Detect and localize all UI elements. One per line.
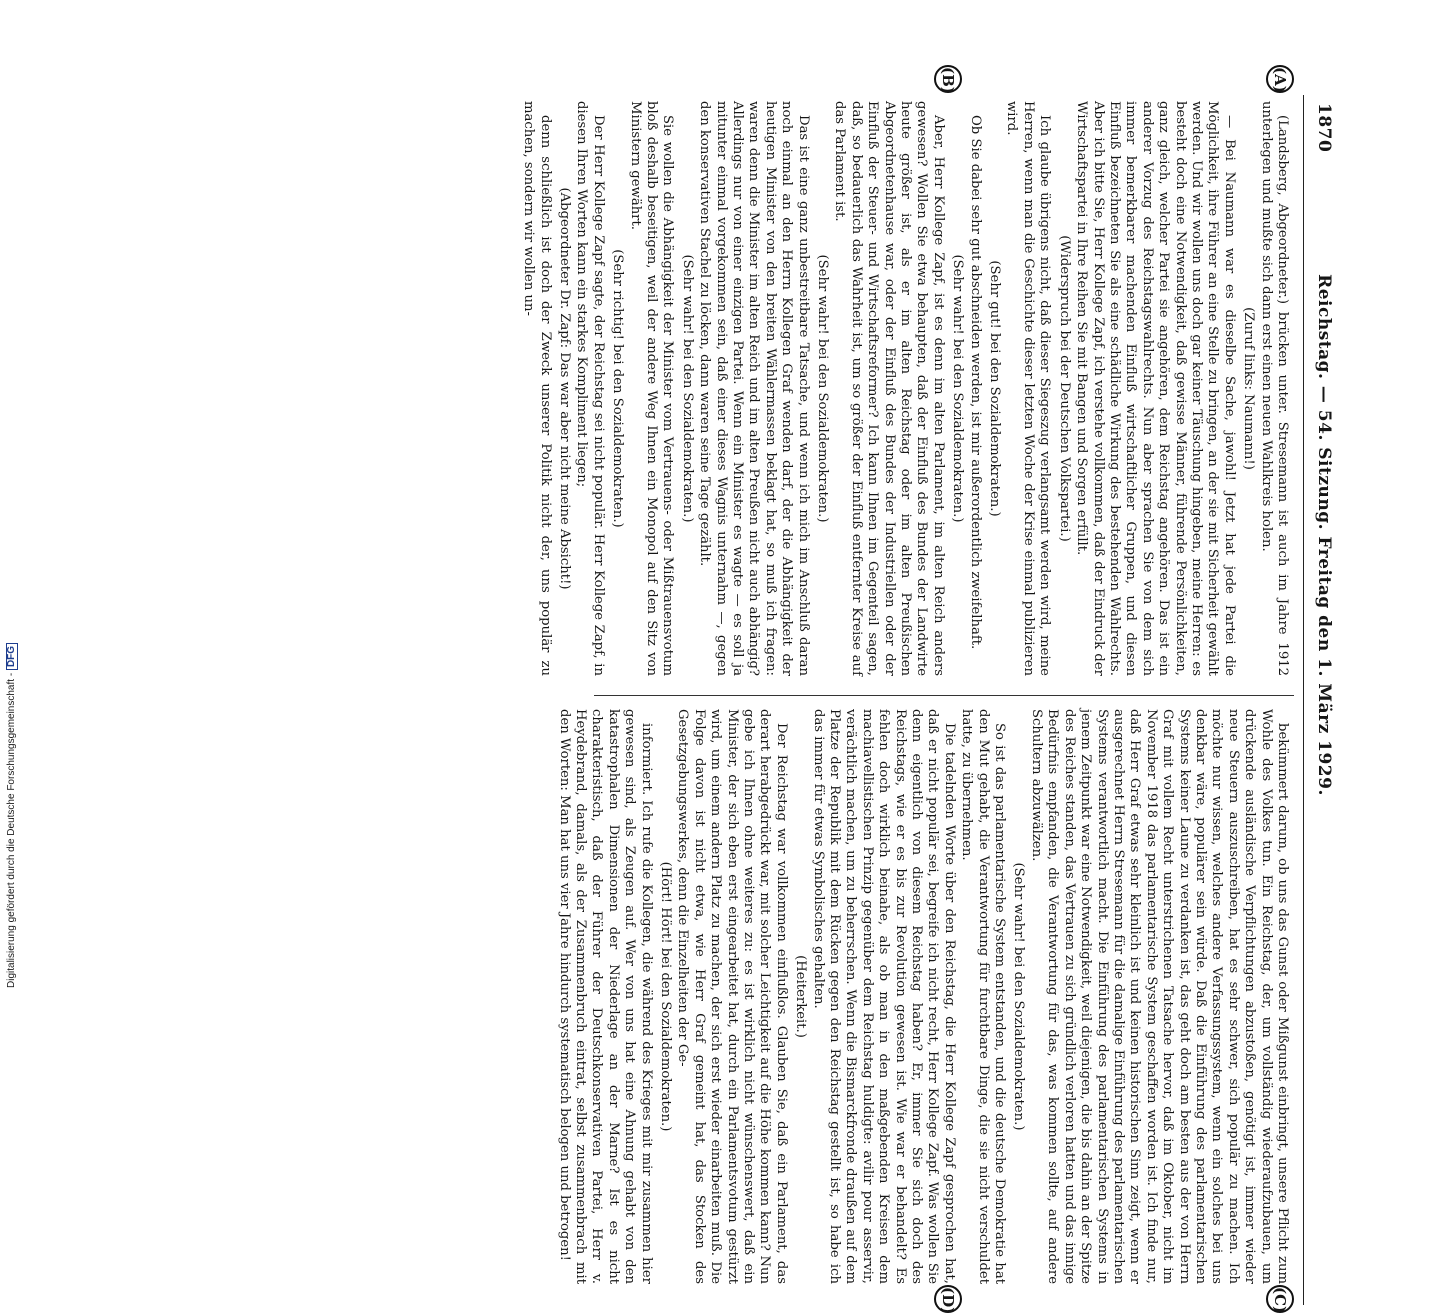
dfg-logo: DFG [6, 643, 18, 670]
left-text-column [521, 101, 1290, 676]
digitization-note-text: Digitalisierung gefördert durch die Deutsche Forschungsgemeinschaft - [6, 672, 17, 988]
margin-marker-d: (D) [934, 1285, 962, 1313]
left-column-interjection: (Sehr wahr! bei den Sozialdemokraten.) [815, 254, 831, 523]
left-column-interjection: (Zuruf links: Naumann!) [1241, 307, 1257, 470]
margin-marker-c: (C) [1266, 1285, 1294, 1313]
left-column-paragraph: denn schließlich ist doch der Zweck unserer Politik nicht der, uns populär zu machen, sondern wir wollen un- [521, 101, 553, 676]
left-column-paragraph: (Landsberg, Abgeordneter.) brücken unter. Stresemann ist auch im Jahre 1912 unterlegen und mußte sich dann erst einen neuen Wahlkreis holen. [1258, 101, 1290, 676]
left-column-paragraph: Ich glaube übrigens nicht, daß dieser Siegeszug verlangsamt werden wird, meine Herren, wenn man die Geschichte dieser letzten Woche der Krise einmal publizieren wird. [1004, 101, 1053, 676]
left-column-interjection: (Abgeordneter Dr. Zapf: Das war aber nicht meine Absicht!) [556, 187, 572, 590]
left-column-paragraph: Ob Sie dabei sehr gut abschneiden werden, ist mir außerordentlich zweifelhaft. [967, 115, 983, 650]
left-column-paragraph: Aber, Herr Kollege Zapf, ist es denn im alten Parlament, im alten Reich anders gewesen? Wollen Sie etwa behaupten, daß der Einfluß des Bundes der Landwirte heute größer ist, als er im alten Reichstag oder im alten Preußischen Abgeordnetenhause war, oder der Einfluß des Bundes der Industriellen oder der Einfluß der Steuer- und Wirtschaftsreformer? Ich kann Ihnen im Gegenteil sagen, daß, so bedauerlich das Wahrheit ist, um so größer der Einfluß entfernter Kreise auf das Parlament ist. [832, 101, 946, 676]
right-column-paragraph: bekümmert darum, ob uns das Gunst oder Mißgunst einbringt, unsere Pflicht zum Wohle des Volkes tun. Ein Reichstag, der, um vollständig wiederaufzubauen, um drückende ausländische Verpflichtungen abzustoßen, genötigt ist, immer wieder neue Steuern auszuschreiben, hat es sehr schwer, sich populär zu machen. Ich möchte nur wissen, welches andere Verfassungssystem, wenn ein solches bei uns denkbar wäre, populärer sein würde. Daß die Einführung des parlamentarischen Systems keiner Laune zu verdanken ist, das geht doch am besten aus der von Herrn Graf mit vollem Recht unterstrichenen Tatsache hervor, daß im Oktober, nicht im November 1918 das parlamentarische System geschaffen worden ist. Ich finde nur, daß Herr Graf etwas sehr kleinlich ist und keinen historischen Sinn zeigt, wenn er ausgerechnet Herrn Stresemann für die damalige Einführung des parlamentarischen Systems verantwortlich macht. Die Einführung des parlamentarischen Systems in jenem Zeitpunkt war eine Notwendigkeit, weil diejenigen, die bis dahin an der Spitze des Reiches standen, das Vertrauen zu sich gründlich verloren hatten und das innige Bedürfnis empfanden, die Verantwortung für das, was kommen sollte, auf andere Schultern abzuwälzen. [1028, 709, 1290, 1284]
right-column-paragraph: Der Reichstag war vollkommen einflußlos. Glauben Sie, daß ein Parlament, das derart herabgedrückt war, mit solcher Leichtigkeit auf die Höhe kommen kann? Nun gebe ich Ihnen ohne weiteres zu: es ist wirklich nicht wünschenswert, daß ein Minister, der sich eben erst eingearbeitet hat, durch ein Parlamentsvotum gestürzt wird, um einem andern Platz zu machen, der sich erst wieder einarbeiten muß. Die Folge davon ist nicht etwa, wie Herr Graf gemeint hat, das Stocken des Gesetzgebungswerkes, denn die Einzelheiten der Ge- [675, 709, 789, 1284]
left-column-interjection: (Widerspruch bei der Deutschen Volkspartei.) [1056, 235, 1072, 542]
left-column-interjection: (Sehr wahr! bei den Sozialdemokraten.) [679, 254, 695, 523]
right-column-paragraph: So ist das parlamentarische System entstanden, und die deutsche Demokratie hat den Mut gehabt, die Verantwortung für furchtbare Dinge, die sie nicht verschuldet hatte, zu übernehmen. [959, 709, 1008, 1284]
right-column-interjection: (Hört! Hört! bei den Sozialdemokraten.) [657, 861, 673, 1132]
left-column-interjection: (Sehr richtig! bei den Sozialdemokraten.) [610, 249, 626, 528]
left-column-interjection: (Sehr wahr! bei den Sozialdemokraten.) [950, 254, 966, 523]
margin-marker-a: (A) [1266, 65, 1294, 93]
column-divider [594, 695, 1294, 696]
right-column-interjection: (Heiterkeit.) [793, 955, 809, 1038]
digitization-note [6, 8, 16, 988]
left-column-paragraph: Der Herr Kollege Zapf sagte, der Reichstag sei nicht populär. Herr Kollege Zapf, in diesen Ihren Worten kann ein starkes Kompliment liegen; [574, 101, 606, 676]
left-column-interjection: (Sehr gut! bei den Sozialdemokraten.) [987, 260, 1003, 517]
running-title: Reichstag. — 54. Sitzung. Freitag den 1. März 1929. [1314, 274, 1334, 796]
running-head [1310, 95, 1334, 975]
left-column-paragraph: Das ist eine ganz unbestreitbare Tatsache, und wenn ich mich im Anschluß daran noch einmal an den Herrn Kollegen Graf wenden darf, der die Abhängigkeit der heutigen Minister von den breiten Wählermassen beklagt hat, so muß ich fragen: waren denn die Minister im alten Reich und im alten Preußen nicht auch abhängig? Allerdings nur von einer einzigen Partei. Wenn ein Minister es wagte — es soll ja mitunter einmal vorgekommen sein, daß einer dieses Wagnis unternahm —, gegen den konservativen Stachel zu löcken, dann waren seine Tage gezählt. [697, 101, 811, 676]
left-column-paragraph: — Bei Naumann war es dieselbe Sache, jawohl! Jetzt hat jede Partei die Möglichkeit, ihre Führer an eine Stelle zu bringen, an der sie mit Sicherheit gewählt werden. Und wir wollen uns doch gar keiner Täuschung hingeben, meine Herren: es besteht doch eine Notwendigkeit, daß gewisse Männer, führende Persönlichkeiten, ganz gleich, welcher Partei sie angehören, dem Reichstag angehören. Das ist ein anderer Vorzug des Reichstagswahlrechts. Nun aber sprachen Sie von dem sich immer bemerkbarer machenden Einfluß wirtschaftlicher Gruppen, und diesen Einfluß bezeichneten Sie als eine schädliche Wirkung des bestehenden Wahlrechts. Aber ich bitte Sie, Herr Kollege Zapf, ich verstehe vollkommen, daß der Eindruck der Wirtschaftspartei in Ihre Reihen Sie mit Bangen und Sorgen erfüllt. [1074, 101, 1237, 676]
header-rule [1303, 95, 1304, 1305]
right-column-paragraph: Die tadelnden Worte über den Reichstag, die Herr Kollege Zapf gesprochen hat, daß er nicht populär sei, begreife ich nicht recht, Herr Kollege Zapf. Was wollen Sie denn eigentlich von diesem Reichstag haben? Er, immer Sie sich doch des Reichstags, wie er es bis zur Revolution gewesen ist. Wie war er behandelt? Es fehlen doch wirklich beinahe, als ob man in den maßgebenden Kreisen dem machiavellistischen Prinzip gegenüber dem Reichstag huldigte: avilir pour asservir, verächtlich machen, um zu beherrschen. Wenn die Bismarckfronde draußen auf dem Platze der Republik mit dem Rücken gegen den Reichstag gestellt ist, so habe ich das immer für etwas Symbolisches gehalten. [810, 709, 957, 1284]
right-column-paragraph: informiert. Ich rufe die Kollegen, die während des Krieges mit mir zusammen hier gewesen sind, als Zeugen auf. Wer von uns hat eine Ahnung gehabt von den katastrophalen Dimensionen der Niederlage an der Marne? Ist es nicht charakteristisch, daß der Führer der Deutschkonservativen Partei, Herr v. Heydebrand, damals, als der Zusammenbruch eintrat, selbst zusammenbrach mit den Worten: Man hat uns vier Jahre hindurch systematisch belogen und betrogen! [556, 709, 654, 1284]
right-text-column [556, 709, 1290, 1284]
rotated-page-content [124, 67, 1334, 1314]
page-number: 1870 [1314, 103, 1334, 153]
margin-marker-b: (B) [934, 65, 962, 93]
right-column-interjection: (Sehr wahr! bei den Sozialdemokraten.) [1011, 862, 1027, 1131]
left-column-paragraph: Sie wollen die Abhängigkeit der Minister vom Vertrauens- oder Mißtrauensvotum bloß deshalb beseitigen, weil der andere Weg Ihnen ein Monopol auf den Sitz von Ministern gewährt. [627, 101, 676, 676]
